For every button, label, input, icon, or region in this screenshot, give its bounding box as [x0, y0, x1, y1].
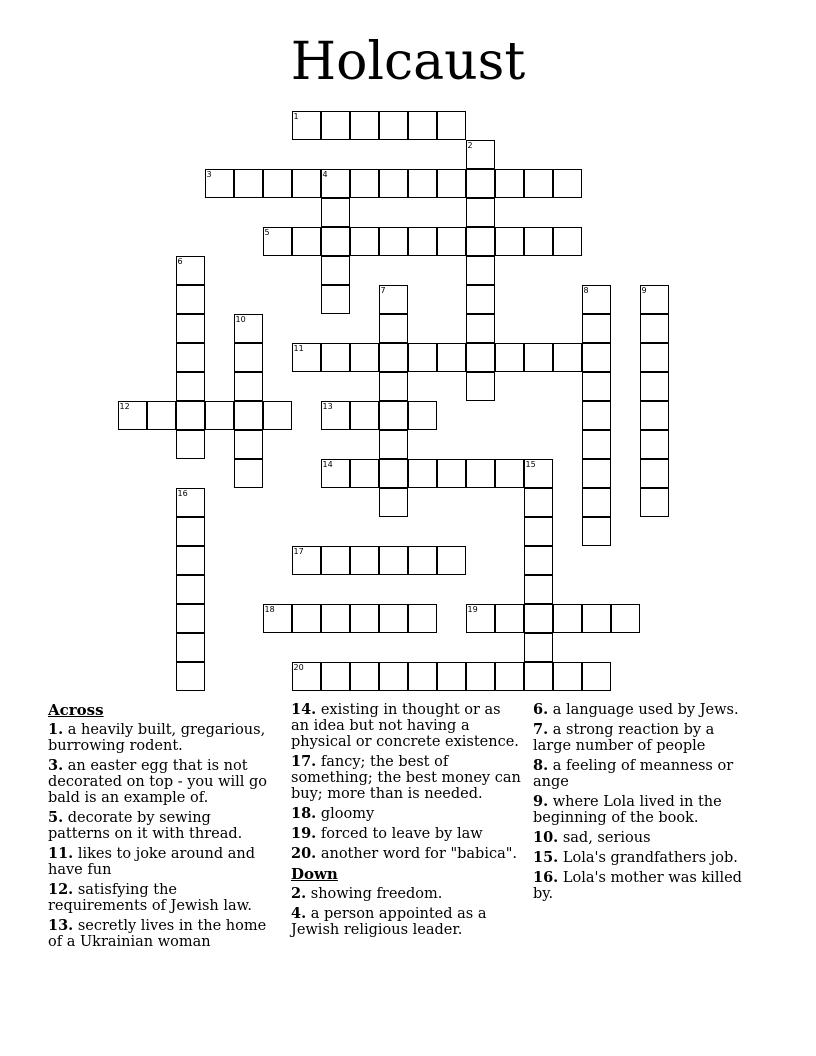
grid-cell[interactable] [437, 546, 466, 575]
grid-cell[interactable] [553, 343, 582, 372]
grid-cell[interactable] [495, 169, 524, 198]
grid-cell[interactable] [350, 546, 379, 575]
clues-column-3 [533, 702, 748, 906]
grid-cell[interactable] [176, 401, 205, 430]
grid-cell[interactable] [524, 169, 553, 198]
grid-cell[interactable] [176, 488, 205, 517]
clue-number-label: 5. [48, 809, 64, 826]
grid-cell[interactable] [379, 488, 408, 517]
grid-cell[interactable] [582, 372, 611, 401]
clue-number: 18 [264, 604, 275, 614]
grid-cell[interactable] [234, 430, 263, 459]
clue-number-label: 7. [533, 721, 549, 738]
down-header: Down [291, 865, 338, 883]
grid-cell[interactable] [582, 430, 611, 459]
grid-cell[interactable] [176, 633, 205, 662]
grid-cell[interactable] [379, 372, 408, 401]
grid-cell[interactable] [147, 401, 176, 430]
clue-number: 13 [322, 401, 333, 411]
clue-number: 3 [206, 169, 212, 179]
clue-number: 17 [293, 546, 304, 556]
grid-cell[interactable] [292, 227, 321, 256]
grid-cell[interactable] [379, 169, 408, 198]
grid-cell[interactable] [408, 546, 437, 575]
grid-cell[interactable] [524, 459, 553, 488]
grid-cell[interactable] [495, 343, 524, 372]
clue-number: 16 [177, 488, 188, 498]
grid-cell[interactable] [437, 111, 466, 140]
grid-cell[interactable] [292, 111, 321, 140]
grid-cell[interactable] [321, 256, 350, 285]
grid-cell[interactable] [640, 401, 669, 430]
grid-cell[interactable] [466, 314, 495, 343]
grid-cell[interactable] [379, 111, 408, 140]
grid-cell[interactable] [582, 459, 611, 488]
grid-cell[interactable] [321, 285, 350, 314]
clue-number-label: 10. [533, 829, 559, 846]
clue-number-label: 18. [291, 805, 317, 822]
clue-item [48, 846, 273, 878]
clue-text: a strong reaction by a large number of people [533, 722, 715, 754]
clue-number: 5 [264, 227, 270, 237]
clue-text: sad, serious [558, 830, 651, 846]
clue-number-label: 17. [291, 753, 317, 770]
clue-item [291, 754, 521, 802]
grid-cell[interactable] [292, 169, 321, 198]
clue-text: decorate by sewing patterns on it with thread. [48, 810, 243, 842]
grid-cell[interactable] [495, 604, 524, 633]
clue-number-label: 15. [533, 849, 559, 866]
clue-number: 4 [322, 169, 328, 179]
grid-cell[interactable] [495, 227, 524, 256]
grid-cell[interactable] [263, 401, 292, 430]
grid-cell[interactable] [292, 604, 321, 633]
grid-cell[interactable] [379, 662, 408, 691]
grid-cell[interactable] [437, 227, 466, 256]
grid-cell[interactable] [379, 227, 408, 256]
grid-cell[interactable] [466, 662, 495, 691]
clue-number-label: 9. [533, 793, 549, 810]
clue-number-label: 6. [533, 701, 549, 718]
grid-cell[interactable] [321, 343, 350, 372]
clue-number-label: 4. [291, 905, 307, 922]
grid-cell[interactable] [176, 575, 205, 604]
clue-text: secretly lives in the home of a Ukrainian woman [48, 918, 267, 950]
grid-cell[interactable] [582, 604, 611, 633]
clue-text: a feeling of meanness or ange [533, 758, 734, 790]
grid-cell[interactable] [640, 459, 669, 488]
clue-number: 15 [525, 459, 536, 469]
grid-cell[interactable] [466, 343, 495, 372]
grid-cell[interactable] [524, 227, 553, 256]
clue-text: another word for "babica". [316, 846, 518, 862]
grid-cell[interactable] [234, 314, 263, 343]
grid-cell[interactable] [553, 227, 582, 256]
grid-cell[interactable] [350, 169, 379, 198]
clue-item [533, 830, 748, 846]
grid-cell[interactable] [524, 546, 553, 575]
clue-number-label: 13. [48, 917, 74, 934]
grid-cell[interactable] [466, 256, 495, 285]
grid-cell[interactable] [321, 198, 350, 227]
clue-text: existing in thought or as an idea but not having a physical or concrete existence. [291, 702, 519, 750]
grid-cell[interactable] [350, 459, 379, 488]
grid-cell[interactable] [176, 285, 205, 314]
grid-cell[interactable] [582, 488, 611, 517]
clue-item [48, 758, 273, 806]
clues-column-2 [291, 702, 521, 942]
clue-number: 12 [119, 401, 130, 411]
grid-cell[interactable] [263, 604, 292, 633]
clue-item [291, 886, 521, 902]
clue-text: fancy; the best of something; the best money can buy; more than is needed. [291, 754, 521, 802]
grid-cell[interactable] [350, 227, 379, 256]
grid-cell[interactable] [263, 227, 292, 256]
clue-number-label: 14. [291, 701, 317, 718]
grid-cell[interactable] [408, 343, 437, 372]
grid-cell[interactable] [205, 169, 234, 198]
grid-cell[interactable] [524, 488, 553, 517]
grid-cell[interactable] [524, 604, 553, 633]
clue-item [291, 846, 521, 862]
grid-cell[interactable] [437, 343, 466, 372]
grid-cell[interactable] [495, 662, 524, 691]
clue-item [533, 702, 748, 718]
clue-text: gloomy [316, 806, 375, 822]
grid-cell[interactable] [321, 401, 350, 430]
grid-cell[interactable] [350, 662, 379, 691]
clue-number: 19 [467, 604, 478, 614]
clue-item [533, 870, 748, 902]
clue-item [533, 722, 748, 754]
clue-item [291, 702, 521, 750]
clue-number-label: 8. [533, 757, 549, 774]
grid-cell[interactable] [437, 459, 466, 488]
grid-cell[interactable] [524, 662, 553, 691]
grid-cell[interactable] [408, 401, 437, 430]
grid-cell[interactable] [582, 517, 611, 546]
grid-cell[interactable] [379, 314, 408, 343]
clue-text: satisfying the requirements of Jewish law. [48, 882, 252, 914]
grid-cell[interactable] [466, 604, 495, 633]
grid-cell[interactable] [408, 604, 437, 633]
clue-number: 14 [322, 459, 333, 469]
clue-text: Lola's grandfathers job. [558, 850, 738, 866]
clue-text: a person appointed as a Jewish religious leader. [291, 906, 487, 938]
grid-cell[interactable] [379, 343, 408, 372]
grid-cell[interactable] [234, 401, 263, 430]
grid-cell[interactable] [379, 401, 408, 430]
clues-column-1 [48, 702, 273, 954]
grid-cell[interactable] [582, 314, 611, 343]
grid-cell[interactable] [437, 662, 466, 691]
grid-cell[interactable] [408, 111, 437, 140]
grid-cell[interactable] [640, 488, 669, 517]
grid-cell[interactable] [176, 372, 205, 401]
clue-item [291, 806, 521, 822]
grid-cell[interactable] [176, 343, 205, 372]
grid-cell[interactable] [553, 662, 582, 691]
grid-cell[interactable] [640, 285, 669, 314]
grid-cell[interactable] [350, 343, 379, 372]
grid-cell[interactable] [263, 169, 292, 198]
grid-cell[interactable] [466, 198, 495, 227]
across-header: Across [48, 701, 104, 719]
clue-number: 20 [293, 662, 304, 672]
grid-cell[interactable] [640, 372, 669, 401]
clue-number: 6 [177, 256, 183, 266]
grid-cell[interactable] [321, 662, 350, 691]
grid-cell[interactable] [466, 140, 495, 169]
clue-item [48, 810, 273, 842]
clue-item [533, 850, 748, 866]
grid-cell[interactable] [524, 633, 553, 662]
grid-cell[interactable] [176, 430, 205, 459]
grid-cell[interactable] [582, 343, 611, 372]
grid-cell[interactable] [582, 401, 611, 430]
clue-number-label: 12. [48, 881, 74, 898]
grid-cell[interactable] [524, 517, 553, 546]
grid-cell[interactable] [118, 401, 147, 430]
grid-cell[interactable] [321, 227, 350, 256]
grid-cell[interactable] [553, 169, 582, 198]
grid-cell[interactable] [553, 604, 582, 633]
clue-text: a language used by Jews. [548, 702, 739, 718]
grid-cell[interactable] [379, 285, 408, 314]
clue-item [48, 722, 273, 754]
grid-cell[interactable] [321, 169, 350, 198]
grid-cell[interactable] [321, 111, 350, 140]
grid-cell[interactable] [234, 169, 263, 198]
grid-cell[interactable] [176, 314, 205, 343]
grid-cell[interactable] [524, 575, 553, 604]
clue-text: showing freedom. [306, 886, 443, 902]
clue-number-label: 2. [291, 885, 307, 902]
clue-number: 9 [641, 285, 647, 295]
clue-item [533, 758, 748, 790]
grid-cell[interactable] [321, 604, 350, 633]
grid-cell[interactable] [350, 111, 379, 140]
puzzle-title: Holcaust [290, 32, 526, 92]
grid-cell[interactable] [321, 546, 350, 575]
grid-cell[interactable] [379, 430, 408, 459]
grid-cell[interactable] [234, 459, 263, 488]
grid-cell[interactable] [408, 459, 437, 488]
grid-cell[interactable] [292, 546, 321, 575]
grid-cell[interactable] [379, 604, 408, 633]
grid-cell[interactable] [582, 662, 611, 691]
clue-text: Lola's mother was killed by. [533, 870, 742, 902]
grid-cell[interactable] [466, 459, 495, 488]
clue-number: 8 [583, 285, 589, 295]
clue-number-label: 16. [533, 869, 559, 886]
clue-text: likes to joke around and have fun [48, 846, 256, 878]
clue-number: 10 [235, 314, 246, 324]
grid-cell[interactable] [466, 227, 495, 256]
grid-cell[interactable] [176, 662, 205, 691]
clue-text: forced to leave by law [316, 826, 483, 842]
clue-item [291, 906, 521, 938]
grid-cell[interactable] [379, 546, 408, 575]
grid-cell[interactable] [437, 169, 466, 198]
grid-cell[interactable] [176, 546, 205, 575]
clue-number: 2 [467, 140, 473, 150]
clue-item [48, 882, 273, 914]
clue-item [533, 794, 748, 826]
clue-number-label: 19. [291, 825, 317, 842]
grid-cell[interactable] [408, 662, 437, 691]
grid-cell[interactable] [234, 343, 263, 372]
clue-text: a heavily built, gregarious, burrowing rodent. [48, 722, 266, 754]
grid-cell[interactable] [524, 343, 553, 372]
grid-cell[interactable] [408, 169, 437, 198]
clue-text: an easter egg that is not decorated on top - you will go bald is an example of. [48, 758, 268, 806]
grid-cell[interactable] [350, 604, 379, 633]
grid-cell[interactable] [640, 343, 669, 372]
clue-number: 11 [293, 343, 304, 353]
grid-cell[interactable] [176, 256, 205, 285]
grid-cell[interactable] [495, 459, 524, 488]
grid-cell[interactable] [176, 604, 205, 633]
clue-text: where Lola lived in the beginning of the book. [533, 794, 722, 826]
grid-cell[interactable] [234, 372, 263, 401]
clue-number-label: 1. [48, 721, 64, 738]
clue-number-label: 20. [291, 845, 317, 862]
grid-cell[interactable] [350, 401, 379, 430]
grid-cell[interactable] [611, 604, 640, 633]
grid-cell[interactable] [408, 227, 437, 256]
grid-cell[interactable] [640, 314, 669, 343]
grid-cell[interactable] [466, 285, 495, 314]
clue-item [291, 826, 521, 842]
clue-number: 7 [380, 285, 386, 295]
grid-cell[interactable] [466, 372, 495, 401]
clue-number-label: 3. [48, 757, 64, 774]
grid-cell[interactable] [466, 169, 495, 198]
clue-item [48, 918, 273, 950]
grid-cell[interactable] [292, 343, 321, 372]
clue-number-label: 11. [48, 845, 74, 862]
grid-cell[interactable] [582, 285, 611, 314]
grid-cell[interactable] [176, 517, 205, 546]
grid-cell[interactable] [379, 459, 408, 488]
grid-cell[interactable] [205, 401, 234, 430]
clue-number: 1 [293, 111, 299, 121]
grid-cell[interactable] [292, 662, 321, 691]
grid-cell[interactable] [640, 430, 669, 459]
grid-cell[interactable] [321, 459, 350, 488]
